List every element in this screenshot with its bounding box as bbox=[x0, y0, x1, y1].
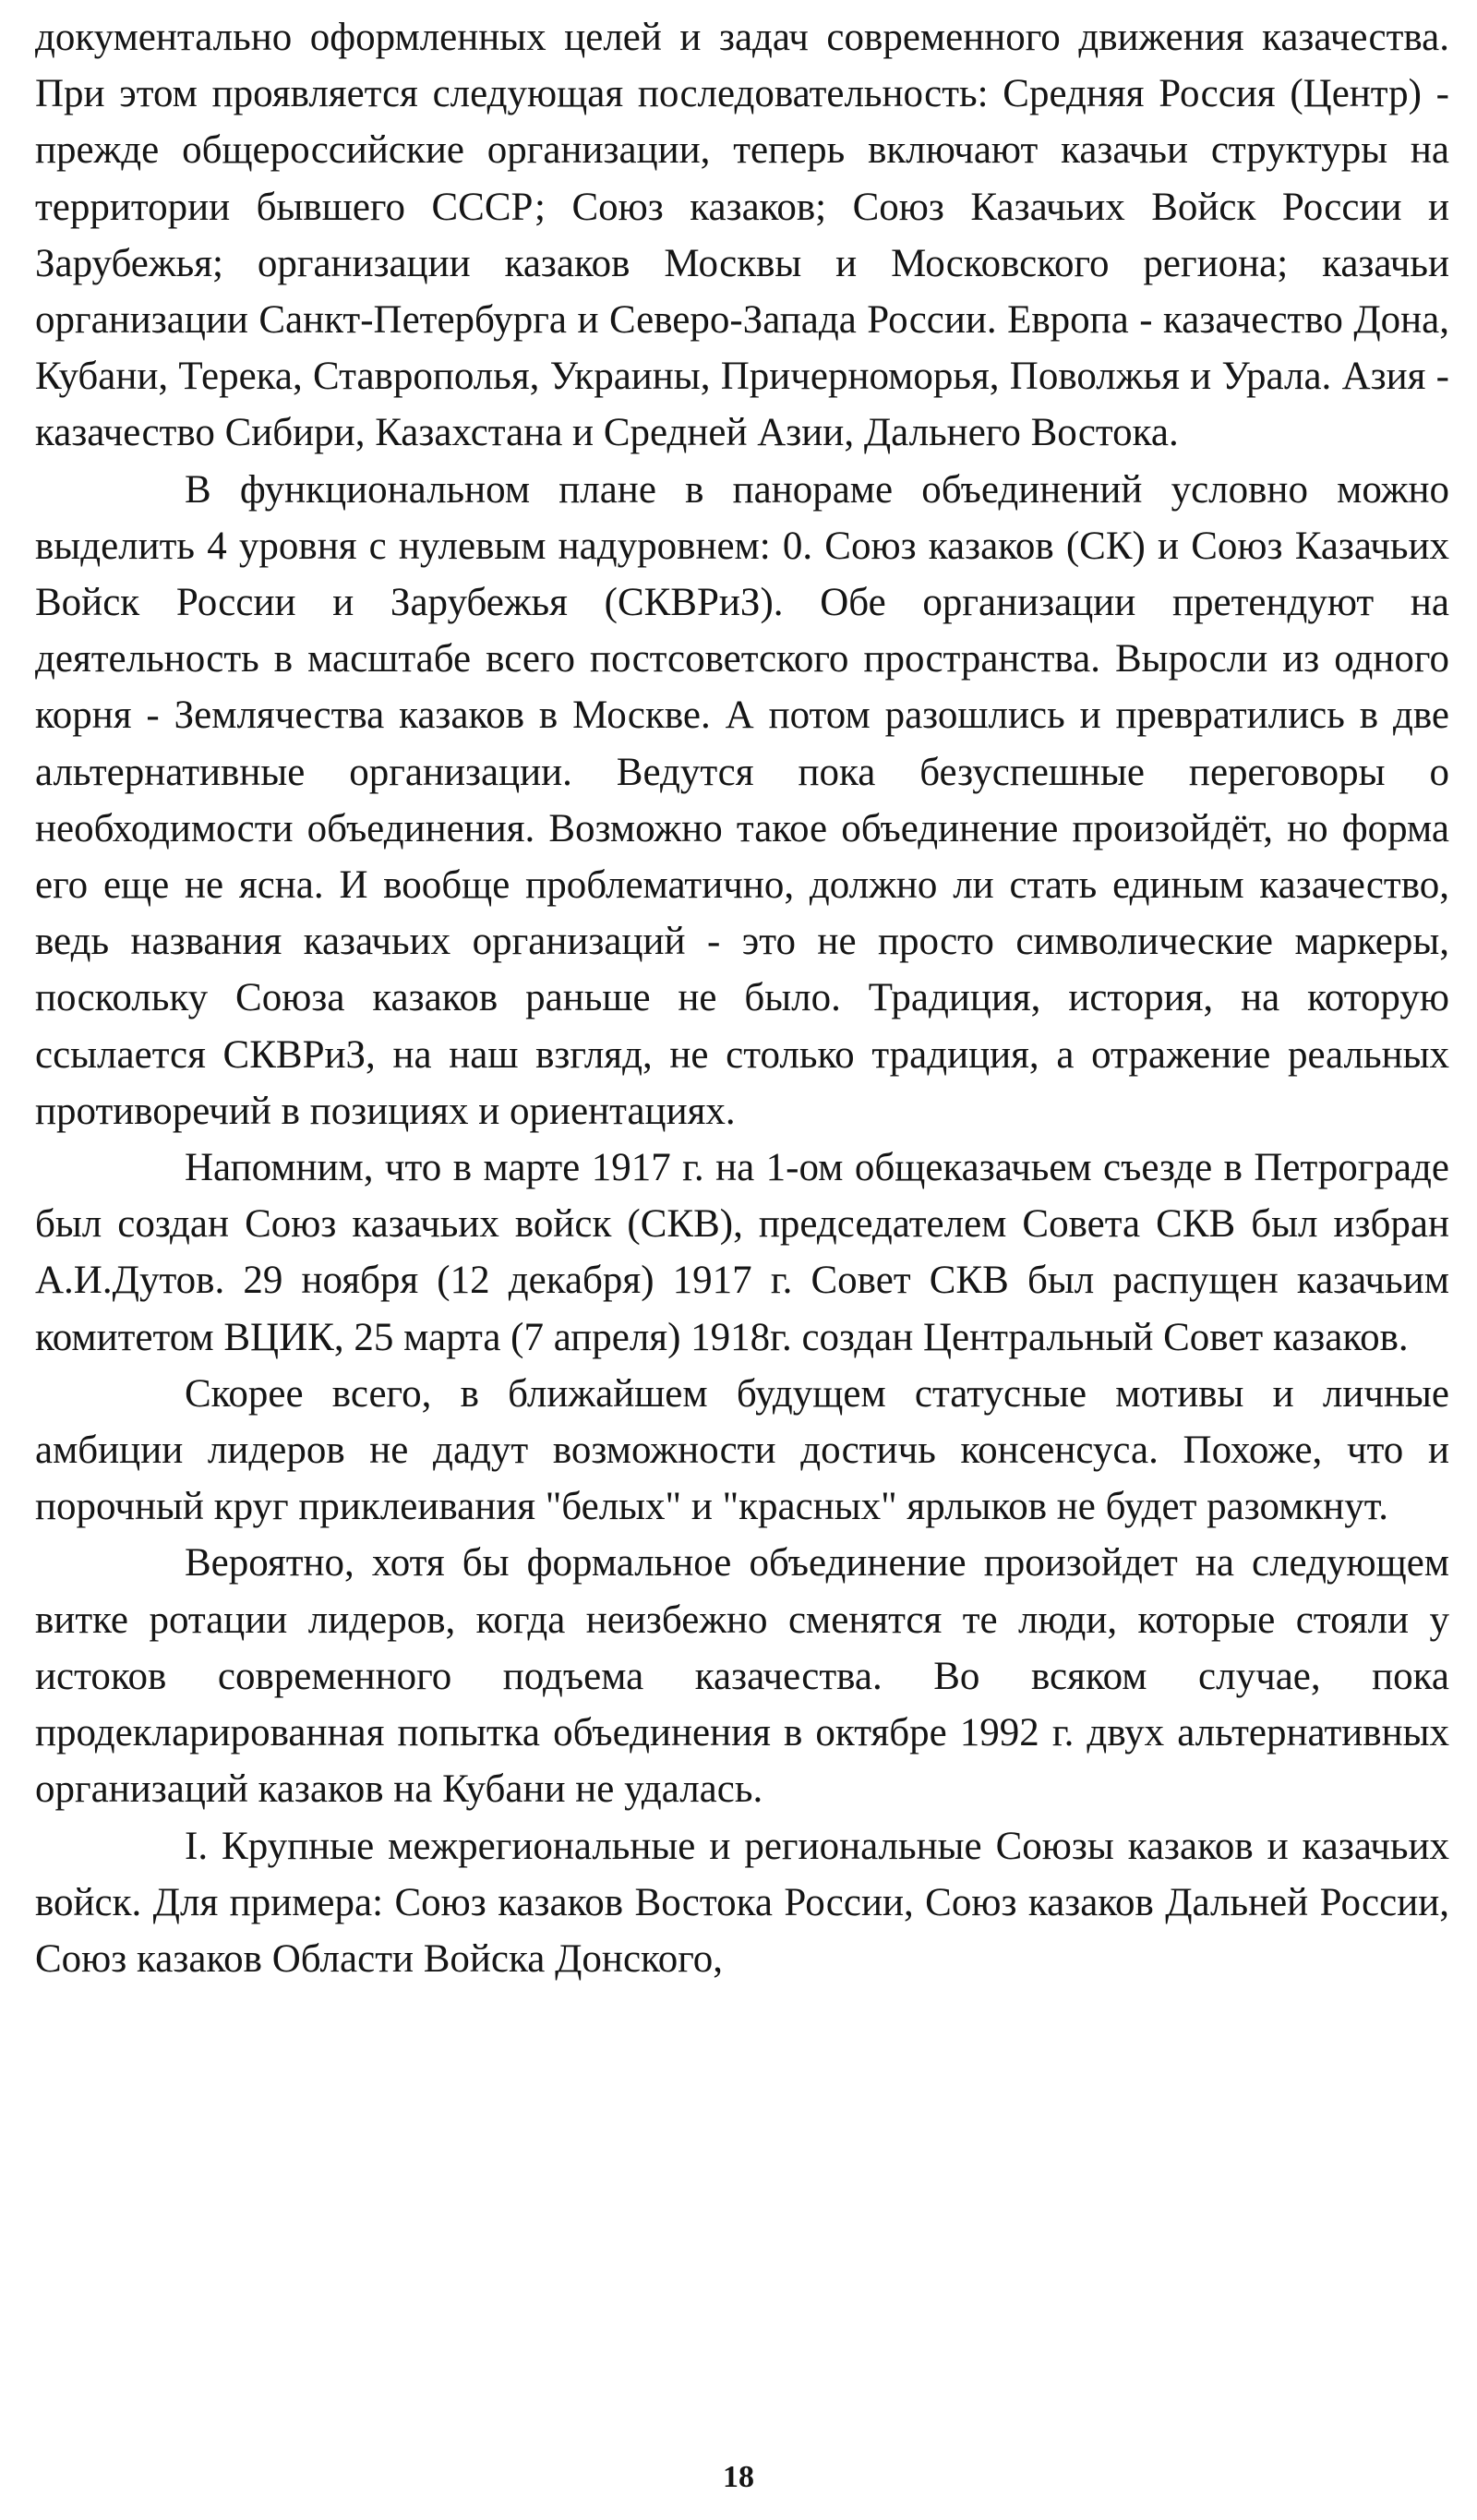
paragraph-2: В функциональном плане в панораме объединений условно можно выделить 4 уровня с нулевым надуровнем: 0. Союз казаков (СК) и Союз Казачьих Войск России и Зарубежья (СКВРиЗ). Обе организации претендуют на деятельность в масштабе всего постсоветского пространства. Выросли из одного корня - Землячества казаков в Москве. А потом разошлись и превратились в две альтернативные организации. Ведутся пока безуспешные переговоры о необходимости объединения. Возможно такое объединение произойдёт, но форма его еще не ясна. И вообще проблематично, должно ли стать единым казачество, ведь названия казачьих организаций - это не просто символические маркеры, поскольку Союза казаков раньше не было. Традиция, история, на которую ссылается СКВРиЗ, на наш взгляд, не столько традиция, а отражение реальных противоречий в позициях и ориентациях. bbox=[35, 467, 1449, 1133]
document-page bbox=[35, 9, 1449, 2447]
paragraph-1: документально оформленных целей и задач современного движения казачества. При этом проявляется следующая последовательность: Средняя Россия (Центр) - прежде общероссийские организации, теперь включают казачьи структуры на территории бывшего СССР; Союз казаков; Союз Казачьих Войск России и Зарубежья; организации казаков Москвы и Московского региона; казачьи организации Санкт-Петербурга и Северо-Запада России. Европа - казачество Дона, Кубани, Терека, Ставрополья, Украины, Причерноморья, Поволжья и Урала. Азия - казачество Сибири, Казахстана и Средней Азии, Дальнего Востока. bbox=[35, 16, 1449, 455]
paragraph-5: Вероятно, хотя бы формальное объединение произойдет на следующем витке ротации лидеров, когда неизбежно сменятся те люди, которые стояли у истоков современного подъема казачества. Во всяком случае, пока продекларированная попытка объединения в октябре 1992 г. двух альтернативных организаций казаков на Кубани не удалась. bbox=[35, 1541, 1449, 1812]
paragraph-3: Напомним, что в марте 1917 г. на 1-ом общеказачьем съезде в Петрограде был создан Союз казачьих войск (СКВ), председателем Совета СКВ был избран А.И.Дутов. 29 ноября (12 декабря) 1917 г. Совет СКВ был распущен казачьим комитетом ВЦИК, 25 марта (7 апреля) 1918г. создан Центральный Совет казаков. bbox=[35, 1146, 1449, 1359]
paragraph-4: Скорее всего, в ближайшем будущем статусные мотивы и личные амбиции лидеров не дадут возможности достичь консенсуса. Похоже, что и порочный круг приклеивания "белых" и "красных" ярлыков не будет разомкнут. bbox=[35, 1371, 1449, 1529]
paragraph-6: I. Крупные межрегиональные и региональные Союзы казаков и казачьих войск. Для примера: Союз казаков Востока России, Союз казаков Дальней России, Союз казаков Области Войска Донского, bbox=[35, 1824, 1449, 1981]
page-number: 18 bbox=[723, 2460, 754, 2494]
